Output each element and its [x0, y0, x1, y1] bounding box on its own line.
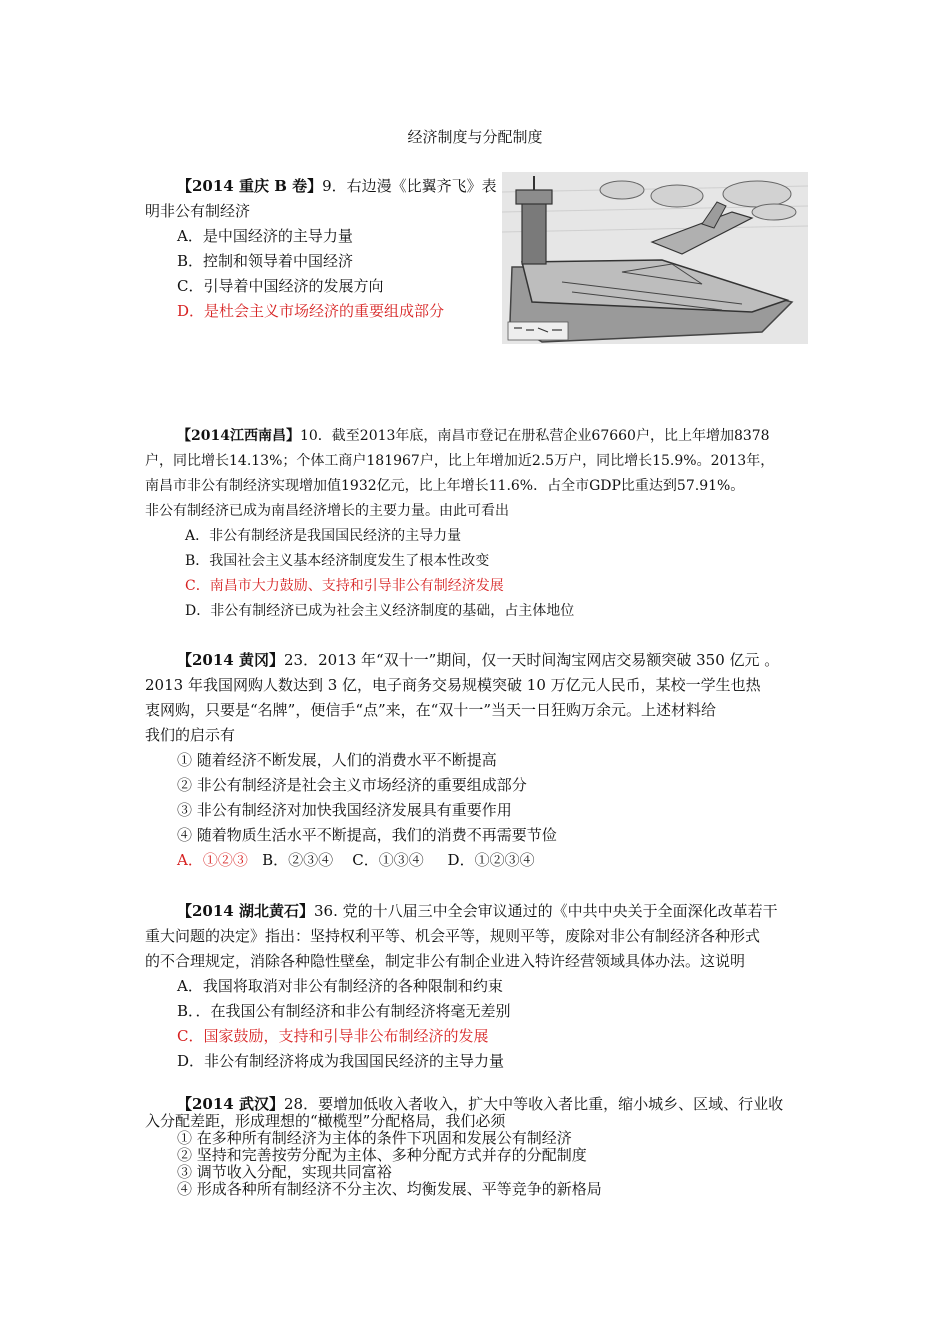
question-3-stem-line-3: 衷网购，只要是“名牌”，便信手“点”来，在“双十一”当天一日狂购万余元。上述材料给	[145, 701, 717, 719]
question-1-option-c: C．引导着中国经济的发展方向	[177, 277, 384, 295]
question-3	[145, 648, 815, 873]
question-2-option-a: A．非公有制经济是我国国民经济的主导力量	[185, 528, 462, 544]
question-3-choices	[145, 848, 815, 873]
question-2-source-tag: 【2014江西南昌】	[177, 428, 300, 444]
question-5-stem-text: 28．要增加低收入者收入，扩大中等收入者比重，缩小城乡、区域、行业收	[283, 1095, 784, 1113]
question-2-stem-line-2: 户，同比增长14.13%；个体工商户181967户，比上年增加近2.5万户，同比增长15.9%。2013年，	[145, 453, 775, 469]
question-3-choice-a-answer: A．①②③	[177, 851, 248, 869]
question-4-option-d: D．非公有制经济将成为我国国民经济的主导力量	[177, 1052, 505, 1070]
question-1-option-b: B．控制和领导着中国经济	[177, 252, 354, 270]
question-2-stem-text: 10．截至2013年底，南昌市登记在册私营企业67660户，比上年增加8378	[299, 428, 770, 444]
question-1-option-a: A．是中国经济的主导力量	[177, 227, 353, 245]
cartoon-illustration	[502, 172, 808, 344]
question-3-item-4: ④ 随着物质生活水平不断提高，我们的消费不再需要节俭	[177, 826, 557, 844]
question-4-option-a: A．我国将取消对非公有制经济的各种限制和约束	[177, 977, 503, 995]
question-5	[145, 1096, 815, 1198]
question-1-source-tag: 【2014 重庆 B 卷】	[177, 177, 323, 195]
question-4	[145, 899, 815, 1074]
question-1-option-d-answer: D．是杜会主义市场经济的重要组成部分	[177, 302, 445, 320]
question-3-choices-rest: B．②③④ C．①③④ D．①②③④	[247, 851, 535, 869]
question-5-item-2: ② 坚持和完善按劳分配为主体、多种分配方式并存的分配制度	[177, 1146, 587, 1164]
question-2-option-d: D．非公有制经济已成为社会主义经济制度的基础，占主体地位	[185, 603, 575, 619]
question-5-item-3: ③ 调节收入分配，实现共同富裕	[177, 1163, 392, 1181]
question-4-option-b: B．．在我国公有制经济和非公有制经济将毫无差别	[177, 1002, 511, 1020]
question-4-stem-line-3: 的不合理规定，消除各种隐性壁垒，制定非公有制企业进入特许经营领域具体办法。这说明	[145, 952, 746, 970]
question-4-stem-line-1	[145, 899, 815, 924]
question-3-item-3: ③ 非公有制经济对加快我国经济发展具有重要作用	[177, 801, 512, 819]
question-3-item-1: ① 随着经济不断发展，人们的消费水平不断提高	[177, 751, 497, 769]
question-3-stem-line-1	[145, 648, 815, 673]
question-3-source-tag: 【2014 黄冈】	[177, 651, 284, 669]
question-5-item-1: ① 在多种所有制经济为主体的条件下巩固和发展公有制经济	[177, 1129, 572, 1147]
question-2-stem-line-3: 南昌市非公有制经济实现增加值1932亿元，比上年增长11.6%．占全市GDP比重达到57.91%。	[145, 478, 745, 494]
question-1-stem-line-2: 明非公有制经济	[145, 202, 251, 220]
question-2-option-b: B．我国社会主义基本经济制度发生了根本性改变	[185, 553, 490, 569]
question-5-source-tag: 【2014 武汉】	[177, 1095, 284, 1113]
aircraft-carrier-cartoon	[502, 172, 808, 344]
page-title: 经济制度与分配制度	[407, 128, 543, 146]
question-4-stem-text: 36. 党的十八届三中全会审议通过的《中共中央关于全面深化改革若干	[313, 902, 778, 920]
question-5-stem-line-1	[145, 1096, 815, 1113]
question-3-stem-line-4: 我们的启示有	[145, 726, 236, 744]
question-1	[145, 174, 495, 324]
question-4-stem-line-2: 重大问题的决定》指出：坚持权利平等、机会平等，规则平等，废除对非公有制经济各种形式	[145, 927, 761, 945]
question-2	[145, 424, 815, 624]
question-2-stem-line-4: 非公有制经济已成为南昌经济增长的主要力量。由此可看出	[145, 503, 509, 519]
question-3-item-2: ② 非公有制经济是社会主义市场经济的重要组成部分	[177, 776, 527, 794]
question-3-stem-line-2: 2013 年我国网购人数达到 3 亿，电子商务交易规模突破 10 万亿元人民币，某校一学生也热	[145, 676, 761, 694]
question-1-stem-text: 9．右边漫《比翼齐飞》表	[322, 177, 497, 195]
question-4-option-c-answer: C．国家鼓励，支持和引导非公布制经济的发展	[177, 1027, 489, 1045]
question-3-stem-text: 23．2013 年“双十一”期间，仅一天时间淘宝网店交易额突破 350 亿元 。	[283, 651, 780, 669]
question-1-stem-line-1	[145, 174, 495, 199]
question-5-stem-line-2: 入分配差距，形成理想的“橄榄型”分配格局，我们必须	[145, 1112, 506, 1130]
question-2-option-c-answer: C．南昌市大力鼓励、支持和引导非公有制经济发展	[185, 578, 504, 594]
question-2-stem-line-1	[145, 424, 815, 449]
question-4-source-tag: 【2014 湖北黄石】	[177, 902, 314, 920]
question-5-item-4: ④ 形成各种所有制经济不分主次、均衡发展、平等竞争的新格局	[177, 1180, 602, 1198]
